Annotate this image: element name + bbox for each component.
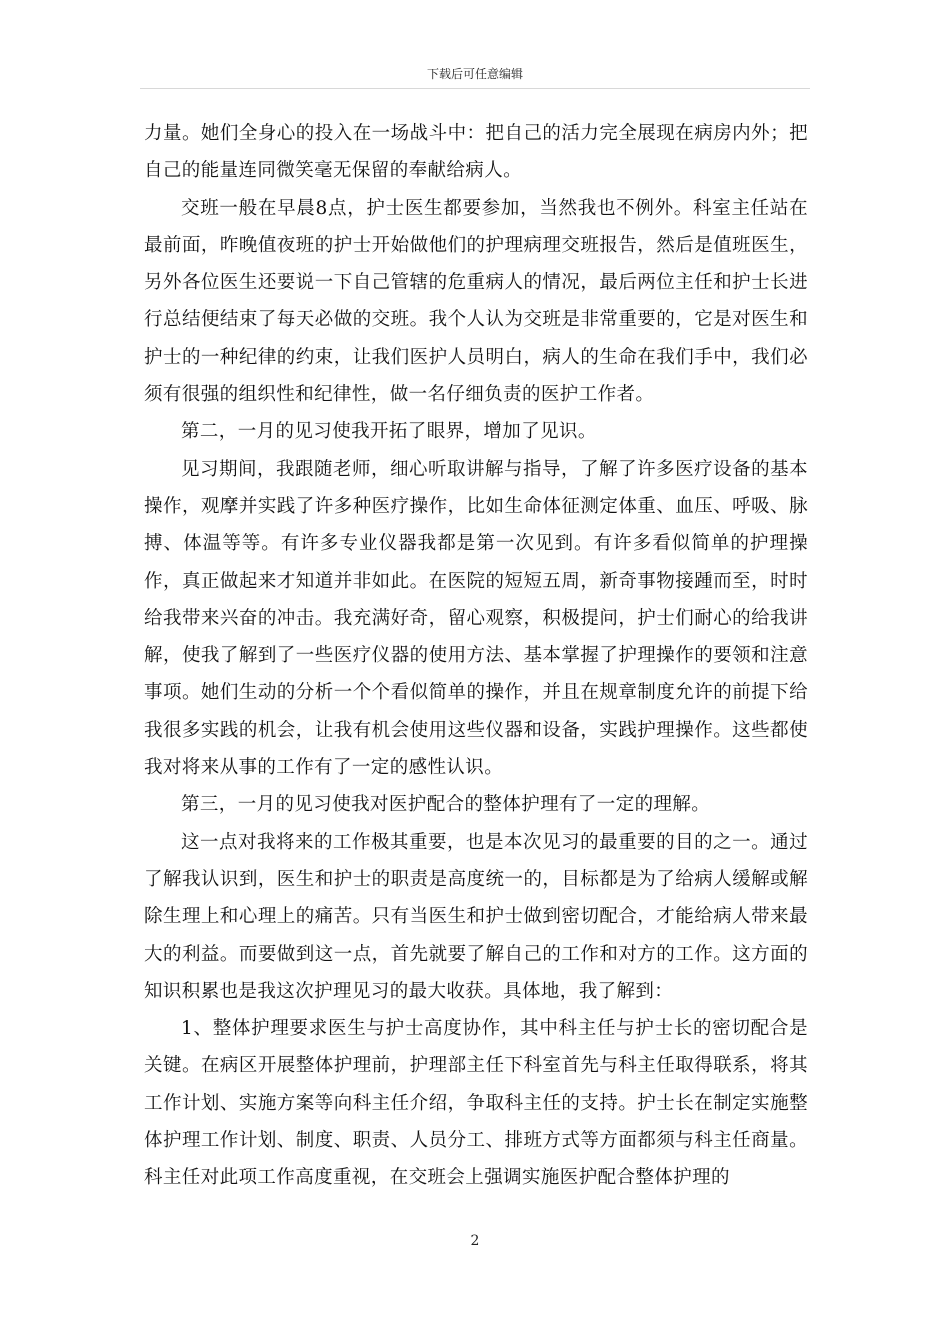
paragraph: 力量。她们全身心的投入在一场战斗中：把自己的活力完全展现在病房内外；把自己的能量连同微笑毫无保留的奉献给病人。 [144, 123, 808, 182]
paragraph: 交班一般在早晨8点，护士医生都要参加，当然我也不例外。科室主任站在最前面，昨晚值夜班的护士开始做他们的护理病理交班报告，然后是值班医生，另外各位医生还要说一下自己管辖的危重病人的情况，最后两位主任和护士长进行总结便结束了每天必做的交班。我个人认为交班是非常重要的，它是对医生和护士的一种纪律的约束，让我们医护人员明白，病人的生命在我们手中，我们必须有很强的组织性和纪律性，做一名仔细负责的医护工作者。 [144, 197, 808, 406]
paragraph: 1、整体护理要求医生与护士高度协作，其中科主任与护士长的密切配合是关键。在病区开展整体护理前，护理部主任下科室首先与科主任取得联系，将其工作计划、实施方案等向科主任介绍，争取科主任的支持。护士长在制定实施整体护理工作计划、制度、职责、人员分工、排班方式等方面都须与科主任商量。科主任对此项工作高度重视，在交班会上强调实施医护配合整体护理的 [144, 1018, 808, 1189]
header-divider [140, 88, 810, 89]
paragraph: 第二，一月的见习使我开拓了眼界，增加了见识。 [181, 421, 597, 443]
document-body [144, 115, 808, 1197]
paragraph: 第三，一月的见习使我对医护配合的整体护理有了一定的理解。 [181, 794, 711, 816]
page-number: 2 [470, 1233, 480, 1249]
page-header: 下载后可任意编辑 [426, 67, 523, 81]
paragraph: 这一点对我将来的工作极其重要，也是本次见习的最重要的目的之一。通过了解我认识到，医生和护士的职责是高度统一的，目标都是为了给病人缓解或解除生理上和心理上的痛苦。只有当医生和护士做到密切配合，才能给病人带来最大的利益。而要做到这一点，首先就要了解自己的工作和对方的工作。这方面的知识积累也是我这次护理见习的最大收获。具体地，我了解到： [144, 831, 808, 1002]
paragraph: 见习期间，我跟随老师，细心听取讲解与指导，了解了许多医疗设备的基本操作，观摩并实践了许多种医疗操作，比如生命体征测定体重、血压、呼吸、脉搏、体温等等。有许多专业仪器我都是第一次见到。有许多看似简单的护理操作，真正做起来才知道并非如此。在医院的短短五周，新奇事物接踵而至，时时给我带来兴奋的冲击。我充满好奇，留心观察，积极提问，护士们耐心的给我讲解，使我了解到了一些医疗仪器的使用方法、基本掌握了护理操作的要领和注意事项。她们生动的分析一个个看似简单的操作，并且在规章制度允许的前提下给我很多实践的机会，让我有机会使用这些仪器和设备，实践护理操作。这些都使我对将来从事的工作有了一定的感性认识。 [144, 458, 808, 779]
